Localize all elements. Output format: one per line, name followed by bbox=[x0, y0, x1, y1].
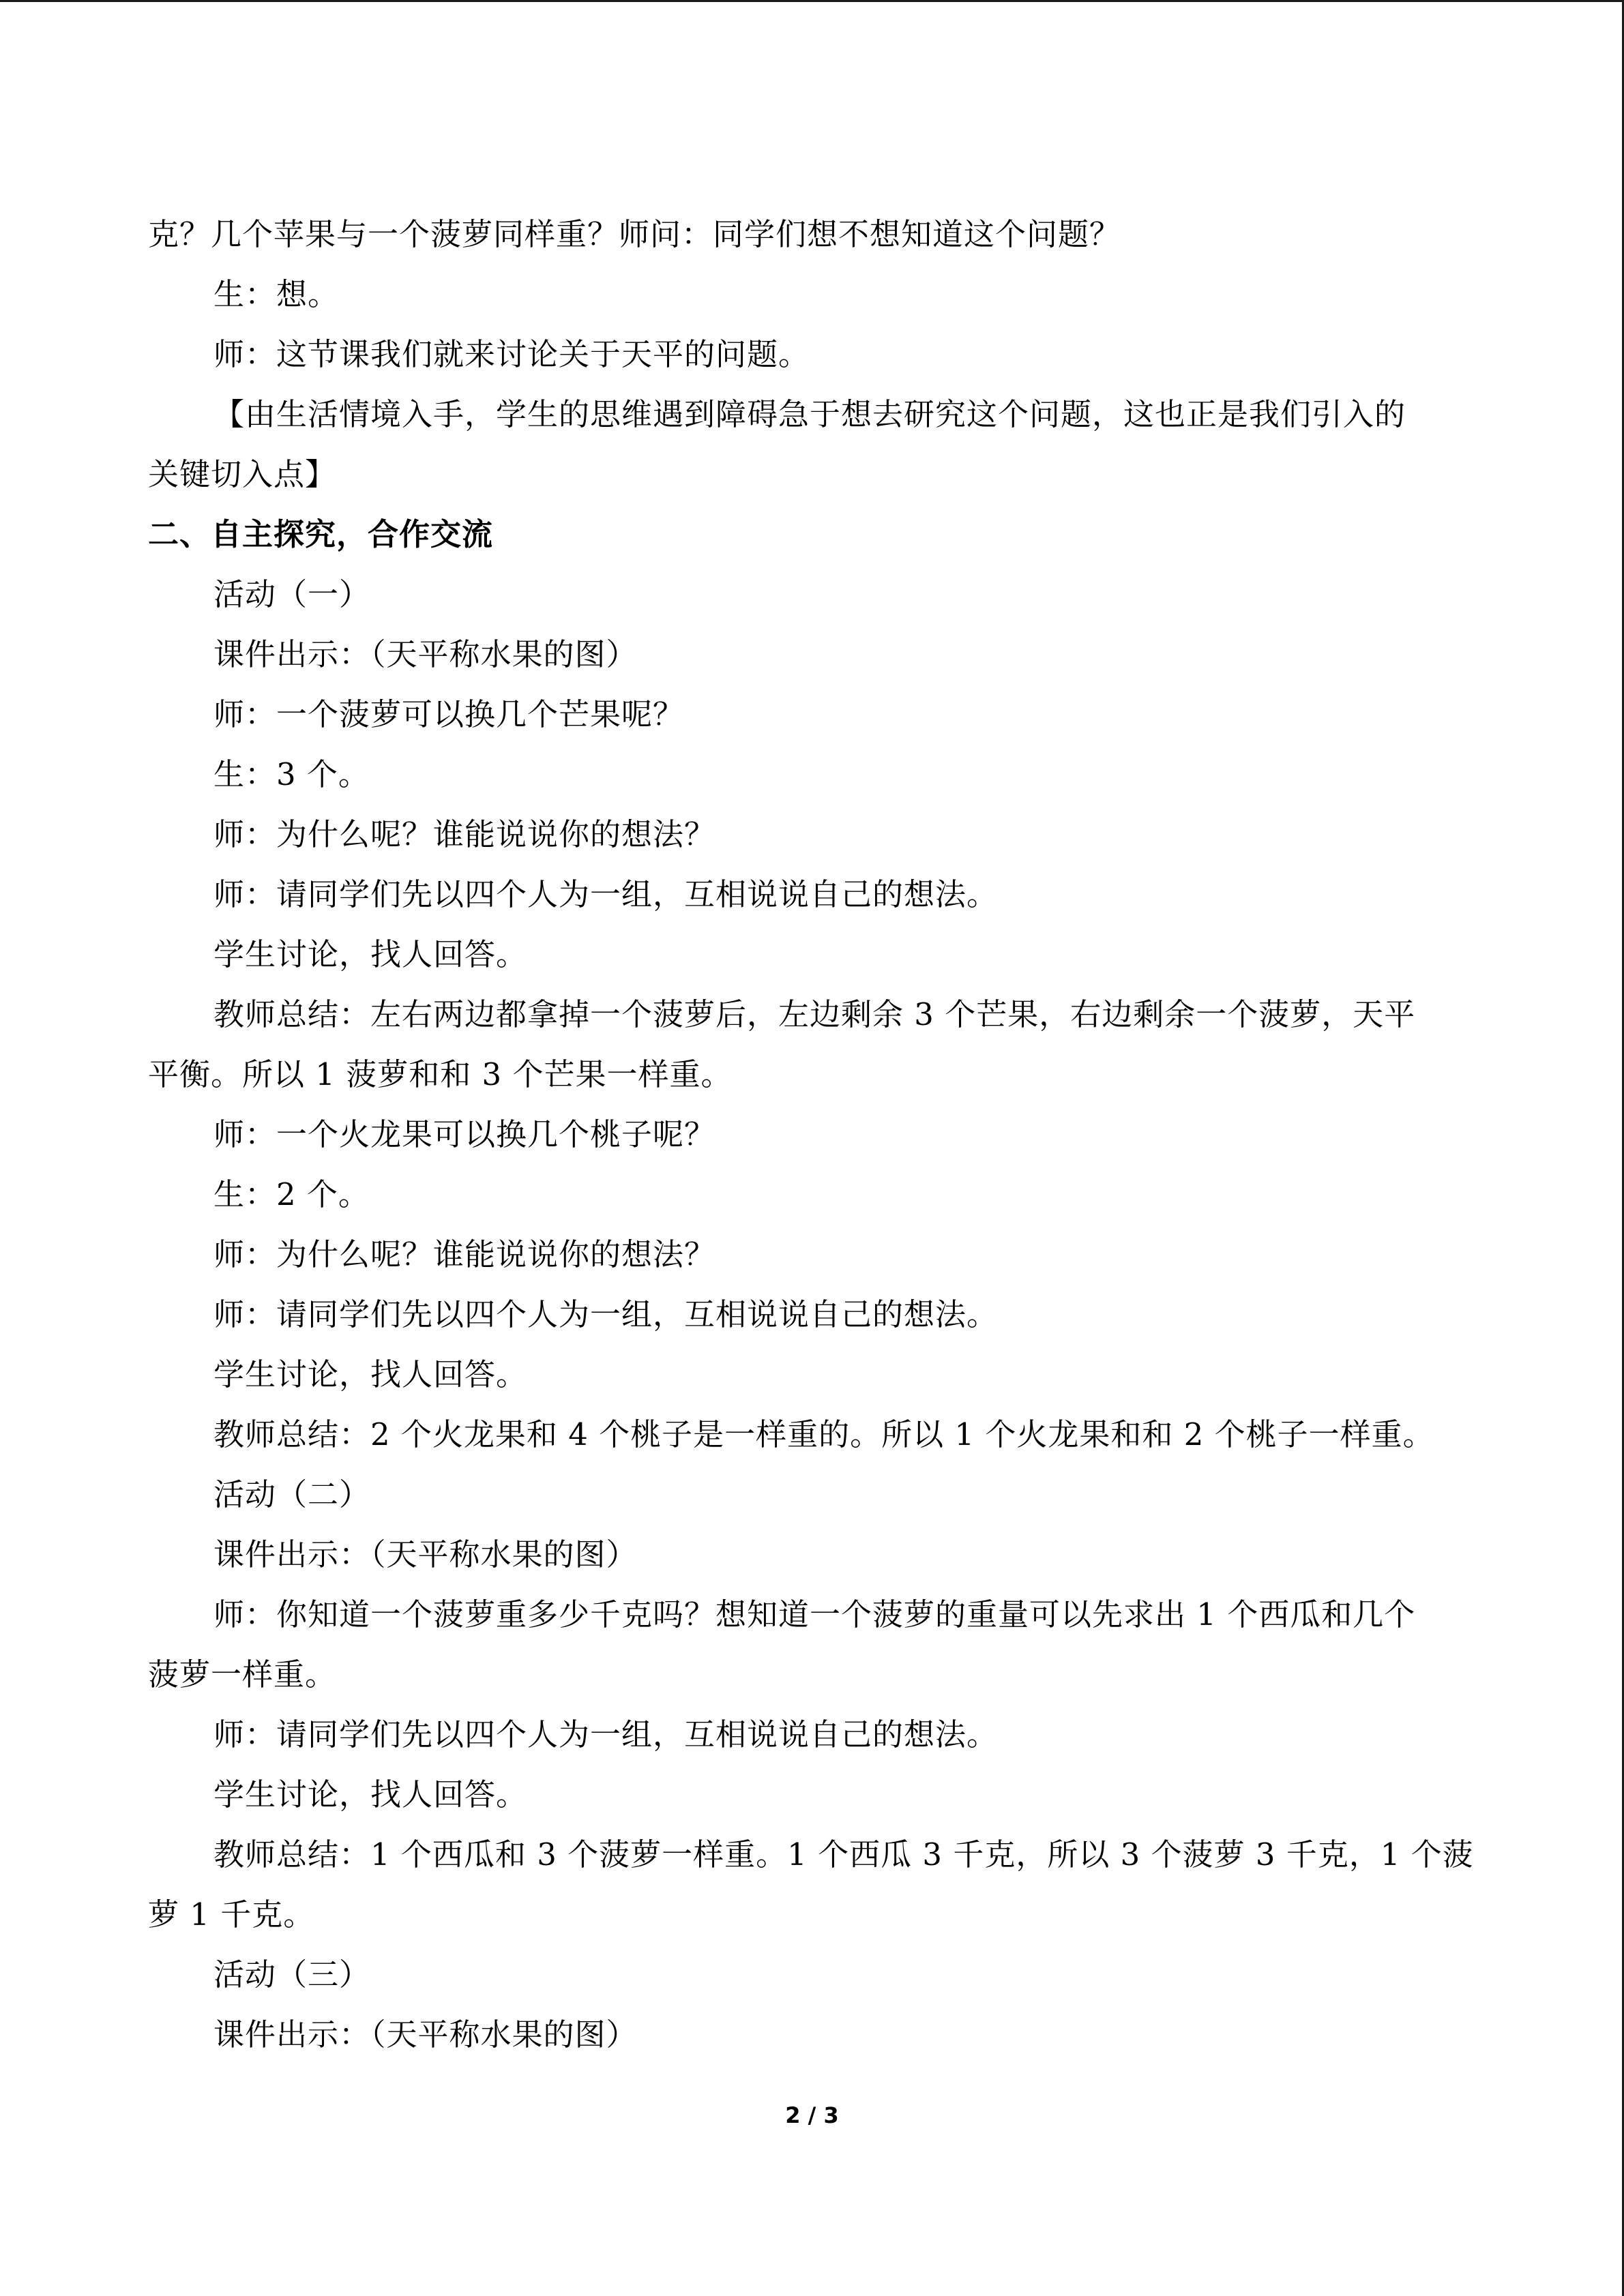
text-line: 师：这节课我们就来讨论关于天平的问题。 bbox=[213, 336, 810, 372]
text-line: 课件出示：（天平称水果的图） bbox=[213, 1536, 638, 1572]
top-border-line bbox=[0, 0, 1624, 2]
text-line: 课件出示：（天平称水果的图） bbox=[213, 636, 638, 672]
text-line: 学生讨论，找人回答。 bbox=[213, 1356, 528, 1392]
text-line: 【由生活情境入手，学生的思维遇到障碍急于想去研究这个问题，这也正是我们引入的 bbox=[213, 396, 1406, 432]
text-line: 教师总结：1 个西瓜和 3 个菠萝一样重。1 个西瓜 3 千克，所以 3 个菠萝 3 千克，1 个菠 bbox=[213, 1836, 1474, 1873]
section-heading: 二、自主探究，合作交流 bbox=[148, 516, 494, 552]
document-body bbox=[148, 205, 1474, 2065]
text-line: 师：请同学们先以四个人为一组，互相说说自己的想法。 bbox=[213, 876, 999, 912]
text-line: 师：一个火龙果可以换几个桃子呢？ bbox=[213, 1116, 716, 1152]
text-line: 师：请同学们先以四个人为一组，互相说说自己的想法。 bbox=[213, 1716, 999, 1753]
text-line: 关键切入点】 bbox=[148, 456, 337, 492]
text-line: 师：为什么呢？谁能说说你的想法？ bbox=[213, 1236, 716, 1272]
page-number: 2 / 3 bbox=[785, 2102, 839, 2128]
text-line: 生：3 个。 bbox=[213, 756, 370, 792]
text-line: 活动（一） bbox=[213, 576, 371, 612]
text-line: 课件出示：（天平称水果的图） bbox=[213, 2016, 638, 2053]
text-line: 生：想。 bbox=[213, 276, 340, 312]
text-line: 平衡。所以 1 菠萝和和 3 个芒果一样重。 bbox=[148, 1056, 733, 1092]
text-line: 师：请同学们先以四个人为一组，互相说说自己的想法。 bbox=[213, 1296, 999, 1332]
text-line: 活动（三） bbox=[213, 1956, 371, 1993]
text-line: 师：一个菠萝可以换几个芒果呢？ bbox=[213, 696, 685, 732]
text-line: 学生讨论，找人回答。 bbox=[213, 936, 528, 972]
text-line: 克？几个苹果与一个菠萝同样重？师问：同学们想不想知道这个问题？ bbox=[148, 216, 1121, 252]
text-line: 师：你知道一个菠萝重多少千克吗？想知道一个菠萝的重量可以先求出 1 个西瓜和几个 bbox=[213, 1596, 1416, 1632]
text-line: 教师总结：左右两边都拿掉一个菠萝后，左边剩余 3 个芒果，右边剩余一个菠萝，天平 bbox=[213, 996, 1416, 1032]
text-line: 教师总结：2 个火龙果和 4 个桃子是一样重的。所以 1 个火龙果和和 2 个桃子一样重。 bbox=[213, 1416, 1434, 1452]
text-line: 生：2 个。 bbox=[213, 1176, 370, 1212]
text-line: 萝 1 千克。 bbox=[148, 1896, 315, 1933]
text-line: 活动（二） bbox=[213, 1476, 371, 1512]
text-line: 学生讨论，找人回答。 bbox=[213, 1776, 528, 1813]
text-line: 菠萝一样重。 bbox=[148, 1656, 337, 1693]
text-line: 师：为什么呢？谁能说说你的想法？ bbox=[213, 816, 716, 852]
